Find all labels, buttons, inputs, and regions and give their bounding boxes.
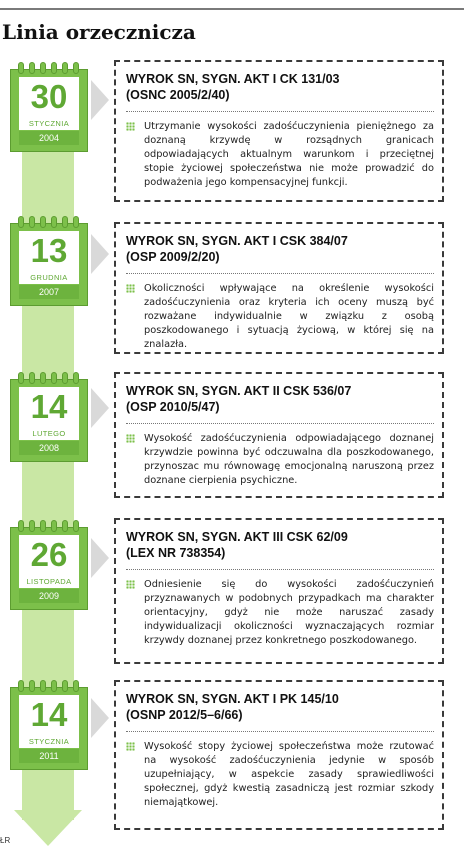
ruling-reference: WYROK SN, SYGN. AKT II CSK 536/07 [126, 384, 352, 398]
pointer-arrow-icon [91, 234, 109, 274]
ruling-text: Wysokość stopy życiowej społeczeństwa może rzutować na wysokość zadośćuczynienia jedynie w sposób uzupełniający, w aspekcie zasady sprawiedliwości społecznej, gdyż kwestią zasadniczą jest rozmiar szkody niemajątkowej. [144, 741, 434, 808]
calendar-year: 2009 [19, 589, 79, 603]
calendar-day: 30 [19, 77, 79, 117]
ruling-text: Wysokość zadośćuczynienia odpowiadającego doznanej krzywdzie powinna być odczuwalna dla poszkodowanego, przynoszac mu równowagę emocjonalną naruszoną przez doznane cierpienia psychiczne. [144, 433, 434, 486]
calendar-year: 2011 [19, 749, 79, 763]
calendar-year: 2008 [19, 441, 79, 455]
calendar-day: 13 [19, 231, 79, 271]
calendar-year: 2007 [19, 285, 79, 299]
ruling-reference: WYROK SN, SYGN. AKT I PK 145/10 [126, 692, 339, 706]
credit: ŁR [0, 836, 11, 845]
calendar-icon-entry-5 [10, 680, 88, 770]
ruling-text: Okoliczności wpływające na określenie wysokości zadośćuczynienia oraz kryteria ich oceny muszą być rozważane indywidualnie w związku z osobą poszkodowanego i sytuacją życiową, w której się na znalazła. [144, 283, 434, 350]
calendar-icon-entry-2 [10, 216, 88, 306]
ruling-text: Utrzymanie wysokości zadośćuczynienia pieniężnego za doznaną krzywdę w rozsądnych granicach odpowiadających aktualnym warunkom i przeciętnej stopie życiowej społeczeństwa nie może prowadzić do podważenia jego kompensacyjnej funkcji. [144, 121, 434, 188]
ruling-heading [126, 691, 434, 732]
pointer-arrow-icon [91, 80, 109, 120]
ruling-reference: WYROK SN, SYGN. AKT III CSK 62/09 [126, 530, 348, 544]
dot-grid-icon [126, 434, 135, 443]
ruling-heading [126, 383, 434, 424]
ruling-reference: WYROK SN, SYGN. AKT I CK 131/03 [126, 72, 340, 86]
ruling-card [114, 372, 444, 498]
timeline-arrow-icon [14, 810, 82, 846]
ruling-heading [126, 529, 434, 570]
ruling-source: (OSP 2009/2/20) [126, 250, 220, 264]
dot-grid-icon [126, 580, 135, 589]
ruling-card [114, 60, 444, 202]
calendar-day: 14 [19, 387, 79, 427]
calendar-icon-entry-3 [10, 372, 88, 462]
ruling-source: (LEX NR 738354) [126, 546, 226, 560]
calendar-month: STYCZNIA [19, 735, 79, 748]
calendar-day: 14 [19, 695, 79, 735]
calendar-icon-entry-4 [10, 520, 88, 610]
top-rule [0, 8, 464, 10]
ruling-card [114, 222, 444, 354]
ruling-source: (OSP 2010/5/47) [126, 400, 220, 414]
calendar-month: GRUDNIA [19, 271, 79, 284]
pointer-arrow-icon [91, 388, 109, 428]
ruling-reference: WYROK SN, SYGN. AKT I CSK 384/07 [126, 234, 348, 248]
ruling-heading [126, 71, 434, 112]
ruling-heading [126, 233, 434, 274]
ruling-card [114, 680, 444, 830]
ruling-card [114, 518, 444, 664]
pointer-arrow-icon [91, 698, 109, 738]
page-title: Linia orzecznicza [2, 20, 196, 44]
calendar-icon-entry-1 [10, 62, 88, 152]
ruling-source: (OSNC 2005/2/40) [126, 88, 230, 102]
dot-grid-icon [126, 284, 135, 293]
calendar-month: LISTOPADA [19, 575, 79, 588]
calendar-month: STYCZNIA [19, 117, 79, 130]
calendar-month: LUTEGO [19, 427, 79, 440]
dot-grid-icon [126, 742, 135, 751]
dot-grid-icon [126, 122, 135, 131]
ruling-text: Odniesienie się do wysokości zadośćuczynień przyznawanych w podobnych przypadkach ma charakter orientacyjny, gdyż nie może naruszać zasady indywidualizacji okoliczności wyznaczających rozmiar krzywdy doznanej przez konkretnego poszkodowanego. [144, 579, 434, 646]
calendar-day: 26 [19, 535, 79, 575]
ruling-source: (OSNP 2012/5–6/66) [126, 708, 243, 722]
calendar-year: 2004 [19, 131, 79, 145]
pointer-arrow-icon [91, 538, 109, 578]
